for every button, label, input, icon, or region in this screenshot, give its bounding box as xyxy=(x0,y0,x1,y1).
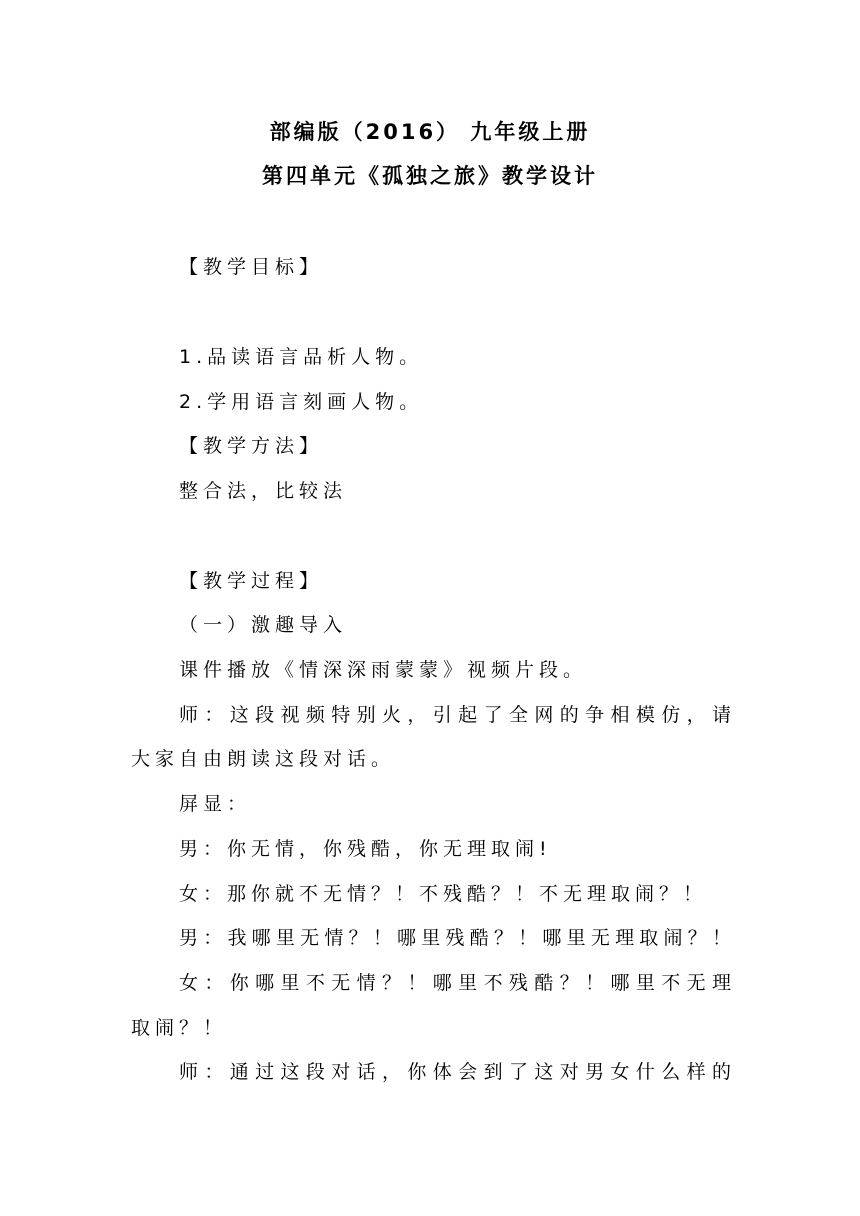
dialog-line-4: 女：你哪里不无情？！哪里不残酷？！哪里不无理 xyxy=(179,972,734,994)
paragraph-video: 课件播放《情深深雨蒙蒙》视频片段。 xyxy=(179,659,588,681)
heading-teaching-process: 【教学过程】 xyxy=(179,570,324,592)
dialog-line-4-continued: 取闹？！ xyxy=(131,1017,228,1039)
goal-item-1: 1.品读语言品析人物。 xyxy=(179,346,424,368)
document-title-line2: 第四单元《孤独之旅》教学设计 xyxy=(262,164,598,188)
heading-teaching-goals: 【教学目标】 xyxy=(179,256,324,278)
methods-text: 整合法，比较法 xyxy=(179,480,348,502)
paragraph-screen: 屏显： xyxy=(179,793,252,815)
step-1-heading: （一）激趣导入 xyxy=(179,614,348,636)
goal-item-2: 2.学用语言刻画人物。 xyxy=(179,391,424,413)
dialog-line-2: 女：那你就不无情？！不残酷？！不无理取闹？！ xyxy=(179,883,708,905)
paragraph-teacher-1-line-1: 师：这段视频特别火，引起了全网的争相模仿，请 xyxy=(179,704,734,726)
dialog-line-1: 男：你无情，你残酷，你无理取闹! xyxy=(179,838,552,860)
heading-teaching-methods: 【教学方法】 xyxy=(179,435,324,457)
document-title-line1: 部编版（2016） 九年级上册 xyxy=(269,120,591,144)
dialog-line-3: 男：我哪里无情？！哪里残酷？！哪里无理取闹？！ xyxy=(179,927,734,949)
paragraph-teacher-1-line-2: 大家自由朗读这段对话。 xyxy=(131,748,396,770)
paragraph-teacher-2-line-1: 师：通过这段对话，你体会到了这对男女什么样的 xyxy=(179,1061,734,1083)
